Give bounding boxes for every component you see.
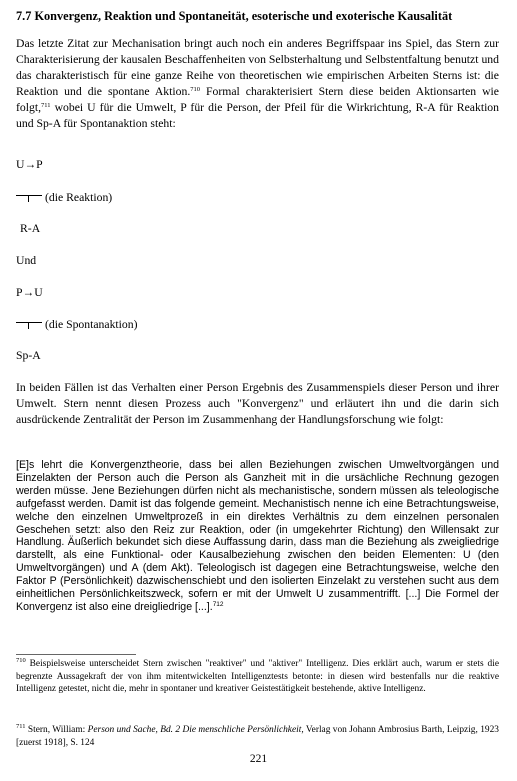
formula-reaktion-label: (die Reaktion) [45,191,113,204]
formula-ra: R-A [20,222,41,235]
formula-spontan-label: (die Spontanaktion) [45,318,138,331]
tee-arrow-icon [16,194,42,202]
footnote-text: Beispielsweise unterscheidet Stern zwischen "reaktiver" und "aktiver" Intelligenz. Dies erklärt auch, warum er stets die begrenzte Aussagekraft der von ihm mitentwickelten Intelligenztests betonte: in diesen wird bestenfalls nur die reaktive Intelligenz getestet, nicht die, mehr in spontaner und kreativer Geistestätigkeit bestehende, aktive Intelligenz. [16,659,499,694]
page-number: 221 [249,753,268,765]
section-heading: 7.7 Konvergenz, Reaktion und Spontaneität, esoterische und exoterische Kausalität [16,9,453,23]
paragraph-intro [16,36,499,132]
footnote-text-b: , Verlag von Johann Ambrosius Barth, Leipzig, 1923 [zuerst 1918], S. 124 [16,725,499,748]
block-quote [16,459,499,614]
formula-spa: Sp-A [16,349,41,362]
footnote-ref-712[interactable]: 712 [212,600,224,608]
footnote-number: 710 [16,657,26,664]
footnote-divider [16,654,136,655]
formula-und: Und [16,254,37,267]
tee-arrow-icon [16,321,42,329]
footnote-711 [16,724,499,749]
footnote-book-title: Person und Sache, Bd. 2 Die menschliche Persönlichkeit [87,725,302,735]
paragraph-intro-text-c: wobei U für die Umwelt, P für die Person, der Pfeil für die Wirkrichtung, R-A für Reaktion und Sp-A für Spontanaktion steht: [16,101,499,130]
paragraph-konvergenz: In beiden Fällen ist das Verhalten einer Person Ergebnis des Zusammenspiels dieser Person und ihrer Umwelt. Stern nennt diesen Prozess auch "Konvergenz" und erläutert ihn und die darin sich ausdrückende Zentralität der Person im Zusammenhang der Handlungsforschung wie folgt: [16,381,499,426]
formula-u-to-p: U→P [16,158,43,171]
footnote-number: 711 [16,723,26,730]
footnote-ref-711[interactable]: 711 [41,102,51,109]
formula-reaktion-line [16,190,112,206]
formula-spontan-line [16,317,138,333]
paragraph-intro-text-a: Das letzte Zitat zur Mechanisation bringt auch noch ein anderes Begriffspaar ins Spiel, das Stern zur Charakterisierung der kausalen Beschaffenheiten von Selbsterhaltung und Selbstentfaltung benutzt und das charakteristisch für eine ganze Reihe von theoretischen wie empirischen Arbeiten Sterns ist: die Reaktion und die spontane Aktion. [16,37,499,98]
footnote-ref-710[interactable]: 710 [190,86,201,93]
paragraph-intro-text-b: Formal charakterisiert Stern diese beiden Aktionsarten wie folgt, [16,85,499,114]
formula-p-to-u: P→U [16,286,43,299]
block-quote-text: [E]s lehrt die Konvergenztheorie, dass bei allen Beziehungen zwischen Umweltvorgängen und Einzelakten der Person auch die Person als Ganzheit mit in die ursächliche Rechnung gezogen werden müsse. Jene Beziehungen dürfen nicht als mechanistische, sondern müssen als teleologische aufgefasst werden. Damit ist das folgende gemeint. Mechanistisch nenne ich eine Betrachtungsweise, welche den einzelnen Umweltprozeß in ein direktes Verhältnis zu dem einzelnen personalen Geschehen setzt: also den Reiz zur Reaktion, oder (in umgekehrter Richtung) den Willensakt zur Handlung. Äußerlich bekundet sich diese Auffassung darin, dass man die Beziehung als zweigliedrige darstellt, als eine Funktional- oder Kausalbeziehung zwischen den beiden Elementen: U (den Umweltvorgängen) und A (dem Akt). Teleologisch ist dagegen eine Betrachtungsweise, welche den Faktor P (Persönlichkeit) dazwischenschiebt und den isolierten Einzelakt zu verstehen sucht aus dem einheitlichen Persönlichkeitszweck, sofern er mit der Umwelt U zusammentrifft. [...] Die Formel der Konvergenz ist also eine dreigliedrige [...]. [16,459,499,613]
footnote-text-a: Stern, William: [25,725,88,735]
footnote-710 [16,658,499,696]
